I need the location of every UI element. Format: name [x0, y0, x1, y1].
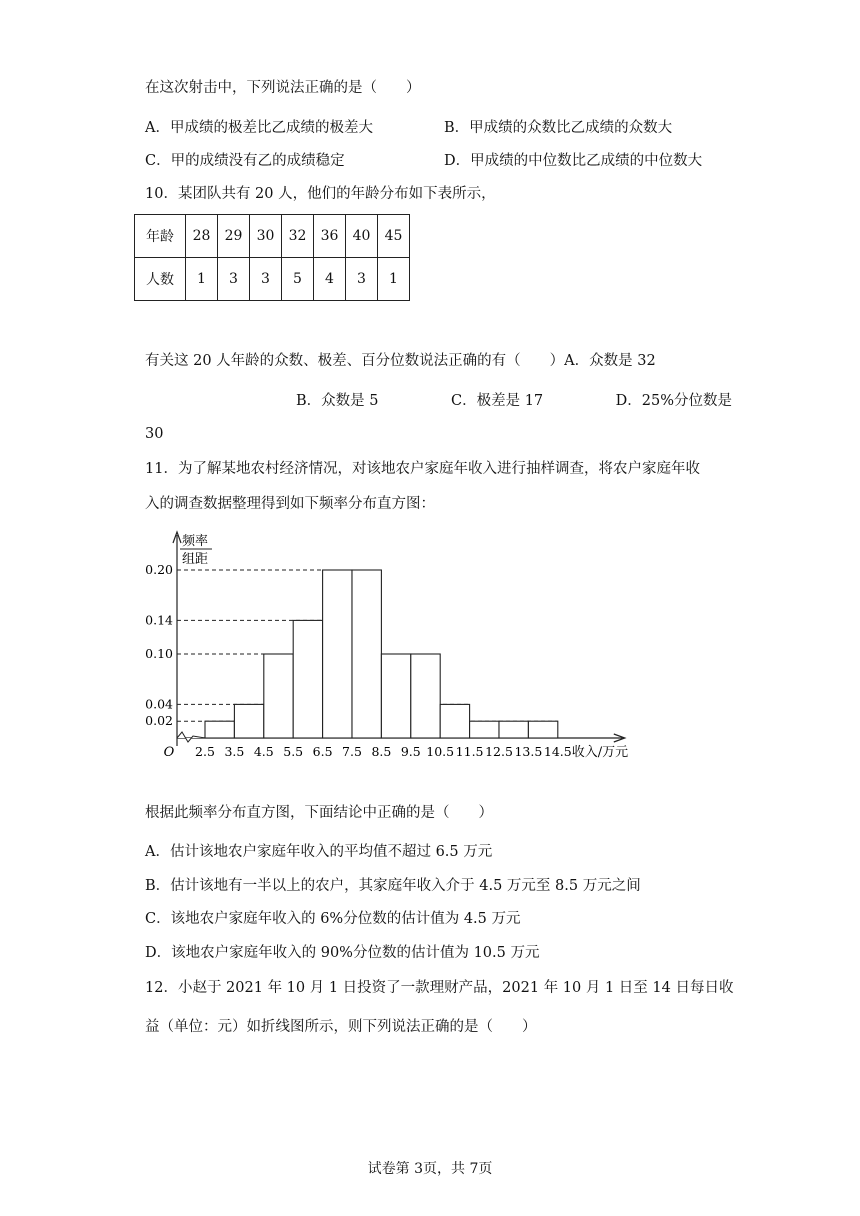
q9-option-d: D．甲成绩的中位数比乙成绩的中位数大: [444, 153, 703, 169]
y-axis-label-top: 频率: [182, 534, 209, 549]
y-tick-label: 0.14: [145, 612, 173, 628]
histogram-bar: [381, 654, 410, 738]
y-tick-label: 0.02: [145, 713, 173, 729]
q10-stem: 10．某团队共有 20 人，他们的年龄分布如下表所示，: [145, 186, 496, 202]
table-row-ages: [135, 215, 410, 258]
x-tick-label: 11.5: [455, 744, 484, 759]
x-tick-label: 5.5: [283, 744, 304, 759]
table-cell-age: 29: [218, 215, 250, 258]
table-cell-count: 3: [346, 258, 378, 301]
x-tick-label: 9.5: [400, 744, 421, 759]
y-tick-label: 0.04: [145, 696, 173, 712]
q10-options-wrap: 30: [145, 426, 164, 442]
x-tick-label: 2.5: [195, 744, 215, 759]
q11-question: 根据此频率分布直方图，下面结论中正确的是（ ）: [145, 805, 493, 821]
x-tick-label: 10.5: [426, 744, 455, 759]
table-cell-age: 40: [346, 215, 378, 258]
histogram-bar: [293, 620, 322, 738]
histogram-bar: [528, 721, 557, 738]
q12-stem-line2: 益（单位：元）如折线图所示，则下列说法正确的是（ ）: [145, 1019, 537, 1035]
table-header-age: 年龄: [135, 215, 186, 258]
table-cell-count: 3: [218, 258, 250, 301]
page-footer: 试卷第 3页，共 7页: [367, 1161, 493, 1177]
q9-stem: 在这次射击中，下列说法正确的是（ ）: [145, 80, 421, 96]
x-tick-label: 12.5: [485, 744, 513, 759]
table-cell-age: 30: [250, 215, 282, 258]
q12-stem-line1: 12．小赵于 2021 年 10 月 1 日投资了一款理财产品，2021 年 10 月 1 日至 14 日每日收: [145, 980, 734, 996]
x-tick-label: 6.5: [312, 744, 333, 759]
x-axis-label: 收入/万元: [571, 745, 629, 760]
histogram-bar: [470, 721, 499, 738]
table-cell-count: 1: [186, 258, 218, 301]
x-tick-label: 8.5: [371, 744, 392, 759]
x-tick-label: 7.5: [342, 744, 362, 759]
table-row-counts: [135, 258, 410, 301]
histogram-bar: [234, 704, 263, 738]
q10-question: 有关这 20 人年龄的众数、极差、百分位数说法正确的有（ ）A．众数是 32: [145, 353, 656, 369]
q11-stem-line2: 入的调查数据整理得到如下频率分布直方图：: [145, 496, 435, 512]
x-tick-label: 4.5: [253, 744, 274, 759]
x-tick-label: 13.5: [514, 744, 543, 759]
table-cell-age: 45: [378, 215, 410, 258]
histogram-bar: [323, 570, 352, 738]
q9-option-b: B．甲成绩的众数比乙成绩的众数大: [444, 120, 673, 136]
table-cell-count: 1: [378, 258, 410, 301]
x-tick-label: 14.5: [543, 744, 572, 759]
origin-label: O: [163, 745, 175, 760]
age-distribution-table: [134, 214, 410, 301]
table-cell-count: 3: [250, 258, 282, 301]
histogram-bar: [499, 721, 528, 738]
table-header-count: 人数: [135, 258, 186, 301]
x-tick-label: 3.5: [224, 744, 245, 759]
q11-option-c: C．该地农户家庭年收入的 6%分位数的估计值为 4.5 万元: [145, 911, 521, 927]
q9-option-c: C．甲的成绩没有乙的成绩稳定: [145, 153, 345, 169]
y-tick-label: 0.10: [145, 646, 173, 661]
table-cell-count: 5: [282, 258, 314, 301]
histogram-bar: [440, 704, 469, 738]
histogram-bar: [205, 721, 234, 738]
q11-option-a: A．估计该地农户家庭年收入的平均值不超过 6.5 万元: [145, 844, 493, 860]
histogram-bar: [352, 570, 381, 738]
q11-option-b: B．估计该地有一半以上的农户，其家庭年收入介于 4.5 万元至 8.5 万元之间: [145, 878, 641, 894]
q11-option-d: D．该地农户家庭年收入的 90%分位数的估计值为 10.5 万元: [145, 945, 540, 961]
axis-break-mark: [177, 732, 205, 742]
frequency-histogram: [140, 527, 660, 779]
histogram-bar: [264, 654, 293, 738]
table-cell-age: 36: [314, 215, 346, 258]
table-cell-age: 32: [282, 215, 314, 258]
q10-options: B．众数是 5 C．极差是 17 D．25%分位数是: [296, 393, 732, 409]
table-cell-count: 4: [314, 258, 346, 301]
q11-stem-line1: 11．为了解某地农村经济情况，对该地农户家庭年收入进行抽样调查，将农户家庭年收: [145, 461, 700, 477]
histogram-bar: [411, 654, 440, 738]
table-cell-age: 28: [186, 215, 218, 258]
y-axis-label-bottom: 组距: [182, 552, 209, 567]
q9-option-a: A．甲成绩的极差比乙成绩的极差大: [145, 120, 373, 136]
y-tick-label: 0.20: [145, 562, 173, 577]
